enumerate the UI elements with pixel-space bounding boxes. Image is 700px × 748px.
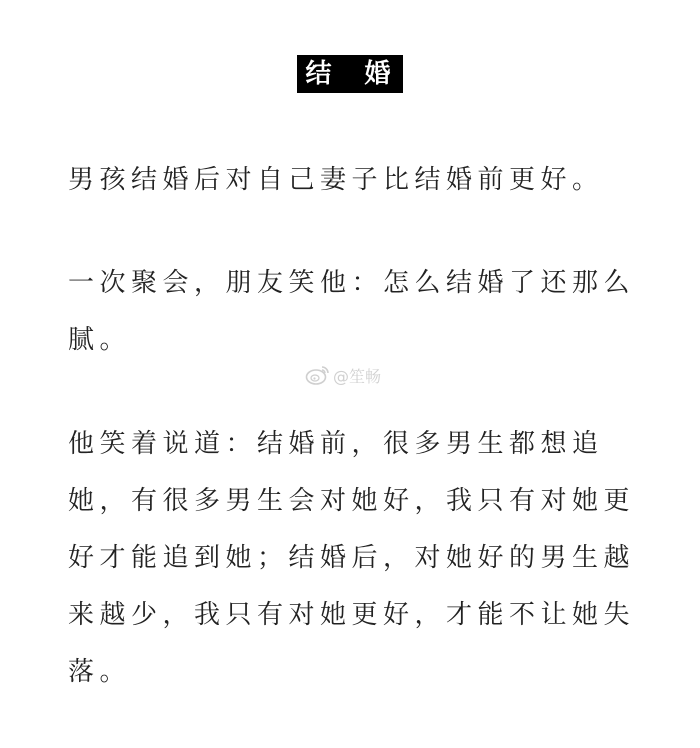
weibo-logo-icon	[305, 364, 331, 386]
title-container	[0, 55, 700, 93]
paragraph-1: 男孩结婚后对自己妻子比结婚前更好。	[68, 165, 604, 195]
article-title: 结 婚	[297, 55, 402, 93]
watermark	[305, 361, 381, 389]
paragraph-3: 他笑着说道：结婚前，很多男生都想追她，有很多男生会对她好，我只有对她更好才能追到她；结婚后，对她好的男生越来越少，我只有对她更好，才能不让她失落。	[68, 429, 636, 687]
paragraph-2: 一次聚会，朋友笑他：怎么结婚了还那么腻。	[68, 268, 636, 355]
watermark-text: @笙畅	[333, 366, 382, 386]
